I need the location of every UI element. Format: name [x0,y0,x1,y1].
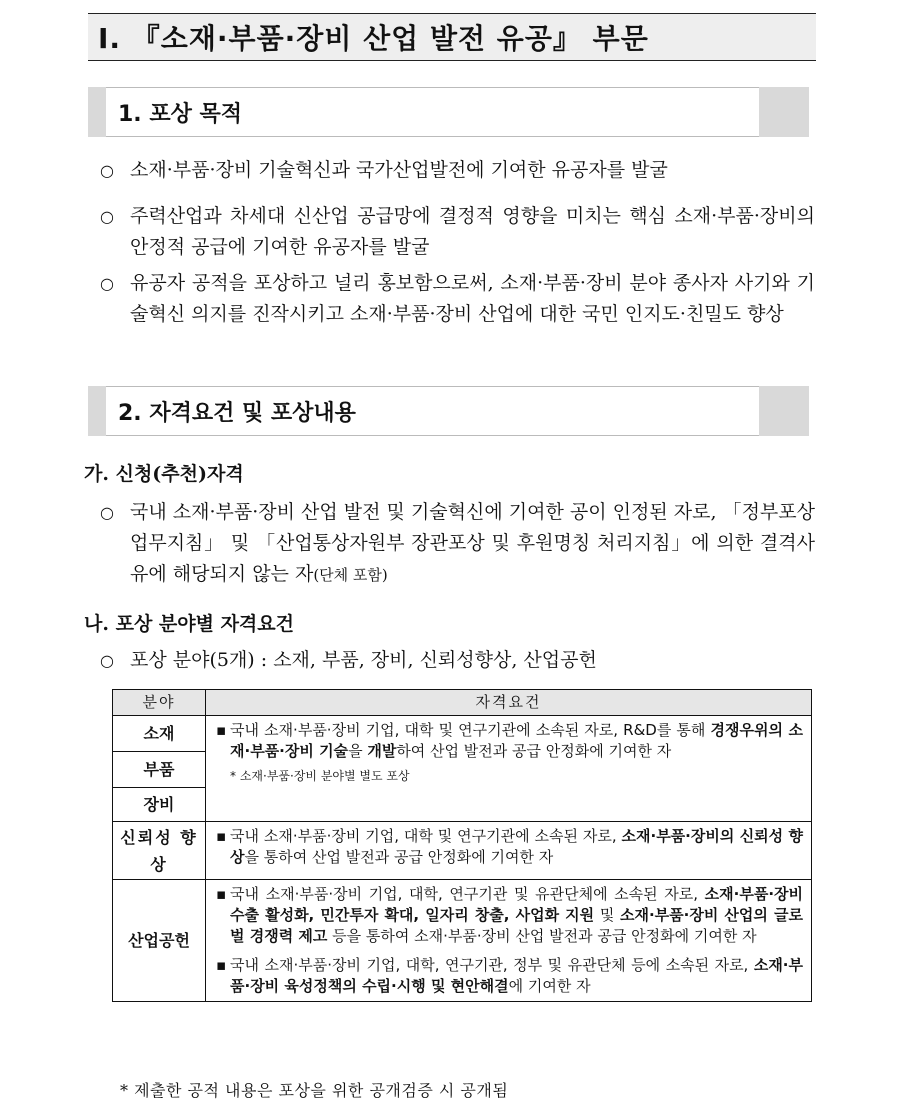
square-bullet-icon: ▪ [216,827,227,845]
note-text: 소재·부품·장비 분야별 별도 포상 [239,769,410,783]
square-bullet-icon: ▪ [216,885,227,903]
requirement-text: 하여 산업 발전과 공급 안정화에 기여한 자 [396,742,672,760]
requirement-item [216,826,803,868]
requirement-text: 을 [348,742,368,760]
field-contribution: 산업공헌 [113,880,206,1002]
table-header-row [113,690,812,716]
requirement-emphasis: 소재·부품·장비 육성정책의 수립·시행 및 현안해결 [230,956,803,995]
requirement-text: 을 통하여 산업 발전과 공급 안정화에 기여한 자 [244,848,554,866]
footnote-text: 제출한 공적 내용은 포상을 위한 공개검증 시 공개됨 [134,1081,509,1100]
square-bullet-icon: ▪ [216,956,227,974]
field-material: 소재 [113,716,206,752]
eligibility-text: 국내 소재·부품·장비 산업 발전 및 기술혁신에 기여한 공이 인정된 자로, 「정부포상 업무지침」 및 「산업통상자원부 장관포상 및 후원명칭 처리지침」에 의한 결격사유에 해당되지 않는 자 [130,501,815,585]
requirement-emphasis: 소재·부품·장비 산업의 글로벌 경쟁력 제고 [230,906,803,945]
purpose-bullet-2 [100,201,815,263]
requirement-emphasis: 소재·부품·장비의 신뢰성 향상 [230,827,804,866]
table-row [113,716,812,752]
section-heading: 2. 자격요건 및 포상내용 [106,386,759,436]
field-parts: 부품 [113,752,206,788]
bullet-text: 소재·부품·장비 기술혁신과 국가산업발전에 기여한 유공자를 발굴 [130,159,668,181]
square-bullet-icon: ▪ [216,721,227,739]
circle-bullet-icon: ○ [100,651,114,670]
requirement-text: 및 [594,906,620,924]
eligibility-bullet [100,497,815,591]
field-reliability: 신뢰성 향상 [113,822,206,880]
eligibility-suffix: (단체 포함) [313,566,388,584]
section-header-qualification [88,386,809,436]
requirement-text: 국내 소재·부품·장비 기업, 대학, 연구기관, 정부 및 유관단체 등에 소속된 자로, [230,956,754,974]
section-header-purpose [88,87,809,137]
header-field: 분야 [113,690,206,716]
purpose-bullet-3 [100,268,815,330]
star-note-icon: * [120,1081,129,1100]
bullet-text: 포상 분야(5개) : 소재, 부품, 장비, 신뢰성향상, 산업공헌 [130,649,597,671]
star-note-icon: * [230,769,236,783]
section-header-right-bar [759,386,809,436]
page-title [88,13,816,61]
requirement-text: 국내 소재·부품·장비 기업, 대학 및 연구기관에 소속된 자로, R&D를 통해 [230,721,711,739]
requirement-emphasis: 경쟁우위의 소재·부품·장비 기술 [230,721,803,760]
requirement-text: 에 기여한 자 [508,977,591,995]
footnote [120,1078,508,1101]
requirement-emphasis: 개발 [367,742,397,760]
requirements-table [112,689,812,1002]
requirement-item [216,884,803,947]
requirement-text: 국내 소재·부품·장비 기업, 대학, 연구기관 및 유관단체에 소속된 자로, [230,885,705,903]
requirement-material-parts-equipment [206,716,812,822]
requirement-item [216,720,803,762]
requirement-note [216,766,803,787]
section-heading: 1. 포상 목적 [106,87,759,137]
requirement-text: 국내 소재·부품·장비 기업, 대학 및 연구기관에 소속된 자로, [230,827,622,845]
section-header-left-bar [88,386,106,436]
table-row [113,822,812,880]
circle-bullet-icon: ○ [100,207,114,226]
circle-bullet-icon: ○ [100,274,114,293]
table-row [113,880,812,1002]
field-equipment: 장비 [113,788,206,822]
bullet-text [130,497,815,591]
page-title-text: Ⅰ. 『소재·부품·장비 산업 발전 유공』 부문 [98,22,649,55]
circle-bullet-icon: ○ [100,161,114,180]
requirement-item [216,955,803,997]
requirement-emphasis: 소재·부품·장비 수출 활성화, 민간투자 확대, 일자리 창출, 사업화 지원 [230,885,803,924]
header-requirement: 자격요건 [206,690,812,716]
requirement-text: 등을 통하여 소재·부품·장비 산업 발전과 공급 안정화에 기여한 자 [327,927,757,945]
requirement-contribution [206,880,812,1002]
purpose-bullet-1 [100,155,815,186]
circle-bullet-icon: ○ [100,503,114,522]
bullet-text: 주력산업과 차세대 신산업 공급망에 결정적 영향을 미치는 핵심 소재·부품·장비의 안정적 공급에 기여한 유공자를 발굴 [130,205,815,258]
sub-heading-eligibility: 가. 신청(추천)자격 [84,463,244,485]
sub-heading-field-requirements: 나. 포상 분야별 자격요건 [84,613,294,635]
bullet-text: 유공자 공적을 포상하고 널리 홍보함으로써, 소재·부품·장비 분야 종사자 사기와 기술혁신 의지를 진작시키고 소재·부품·장비 산업에 대한 국민 인지도·친밀도 향상 [130,272,815,325]
section-header-right-bar [759,87,809,137]
fields-bullet [100,645,815,676]
requirement-reliability [206,822,812,880]
section-header-left-bar [88,87,106,137]
